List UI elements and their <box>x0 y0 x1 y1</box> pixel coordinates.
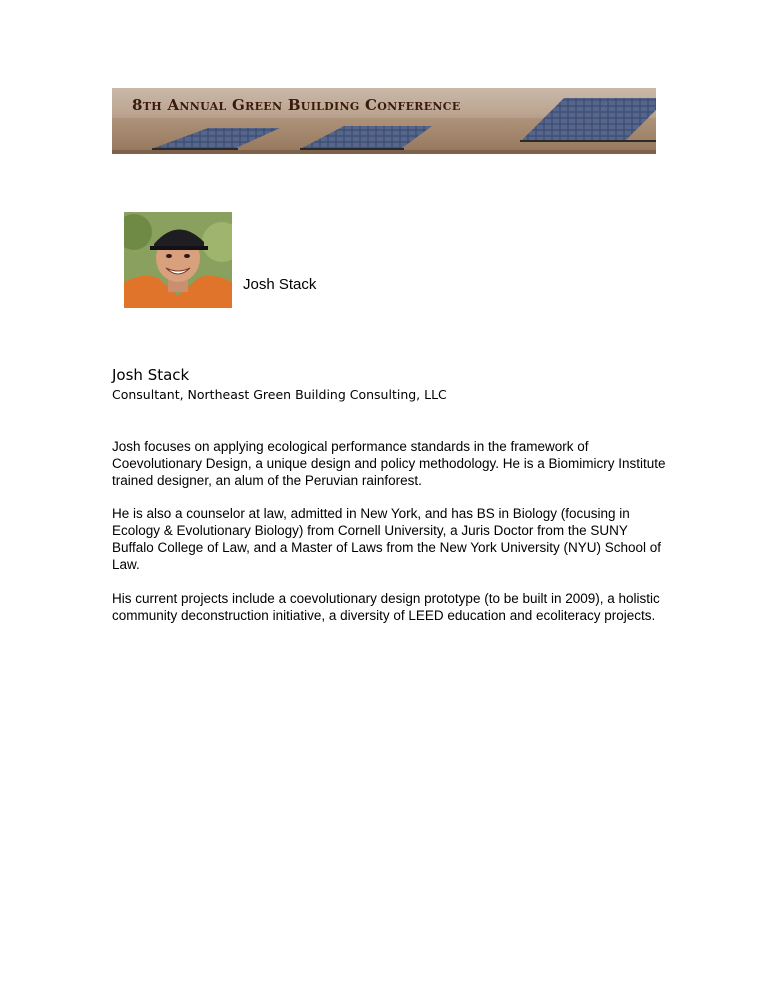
speaker-photo <box>124 212 232 308</box>
banner-title: 8th Annual Green Building Conference <box>132 96 461 114</box>
photo-caption: Josh Stack <box>243 276 317 293</box>
bio-paragraph: His current projects include a coevolutionary design prototype (to be built in 2009), a holistic community deconstruction initiative, a diversity of LEED education and ecoliteracy projects. <box>112 591 660 623</box>
speaker-title: Consultant, Northeast Green Building Consulting, LLC <box>112 387 447 402</box>
speaker-name: Josh Stack <box>112 366 190 384</box>
bio-paragraph: He is also a counselor at law, admitted in New York, and has BS in Biology (focusing in Ecology & Evolutionary Biology) from Cornell University, a Juris Doctor from the SUNY Buffalo College of Law, and a Master of Laws from the New York University (NYU) School of Law. <box>112 506 662 572</box>
bio-paragraph: Josh focuses on applying ecological performance standards in the framework of Coevolutionary Design, a unique design and policy methodology. He is a Biomimicry Institute trained designer, an alum of the Peruvian rainforest. <box>112 439 666 488</box>
conference-banner <box>112 88 656 154</box>
